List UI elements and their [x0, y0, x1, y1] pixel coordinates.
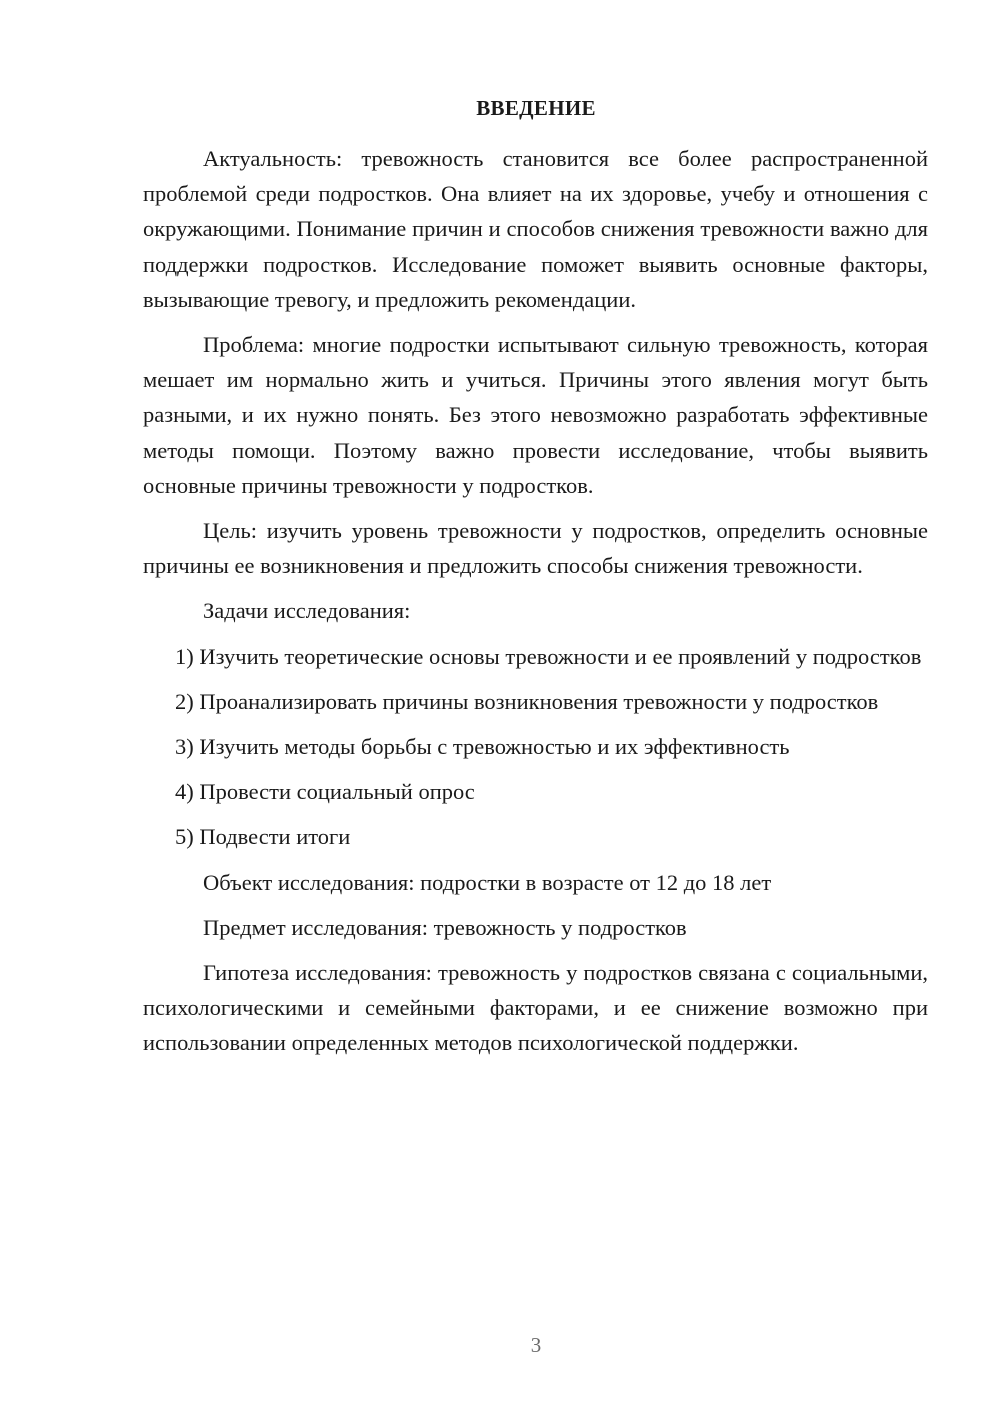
- task-item: 1) Изучить теоретические основы тревожности и ее проявлений у подростков: [175, 643, 922, 669]
- document-body: [143, 141, 928, 1061]
- page-title: ВВЕДЕНИЕ: [476, 96, 596, 120]
- paragraph-object: Объект исследования: подростки в возрасте от 12 до 18 лет: [203, 869, 772, 895]
- tasks-list: [143, 639, 928, 855]
- task-item: 5) Подвести итоги: [175, 824, 351, 850]
- paragraph-subject: Предмет исследования: тревожность у подростков: [203, 914, 687, 940]
- paragraph-hypothesis: Гипотеза исследования: тревожность у подростков связана с социальными, психологическими и семейными факторами, и ее снижение возможно при использовании определенных методов психологической поддержки.: [143, 960, 928, 1056]
- paragraph-relevance: Актуальность: тревожность становится все более распространенной проблемой среди подростков. Она влияет на их здоровье, учебу и отношения с окружающими. Понимание причин и способов снижения тревожности важно для поддержки подростков. Исследование поможет выявить основные факторы, вызывающие тревогу, и предложить рекомендации.: [143, 146, 928, 312]
- task-item: 2) Проанализировать причины возникновения тревожности у подростков: [175, 688, 879, 714]
- paragraph-problem: Проблема: многие подростки испытывают сильную тревожность, которая мешает им нормально жить и учиться. Причины этого явления могут быть разными, и их нужно понять. Без этого невозможно разработать эффективные методы помощи. Поэтому важно провести исследование, чтобы выявить основные причины тревожности у подростков.: [143, 332, 928, 498]
- task-item: 4) Провести социальный опрос: [175, 779, 475, 805]
- page-number: 3: [530, 1333, 542, 1357]
- tasks-heading: Задачи исследования:: [203, 598, 411, 624]
- paragraph-goal: Цель: изучить уровень тревожности у подростков, определить основные причины ее возникновения и предложить способы снижения тревожности.: [143, 518, 928, 579]
- task-item: 3) Изучить методы борьбы с тревожностью и их эффективность: [175, 734, 790, 760]
